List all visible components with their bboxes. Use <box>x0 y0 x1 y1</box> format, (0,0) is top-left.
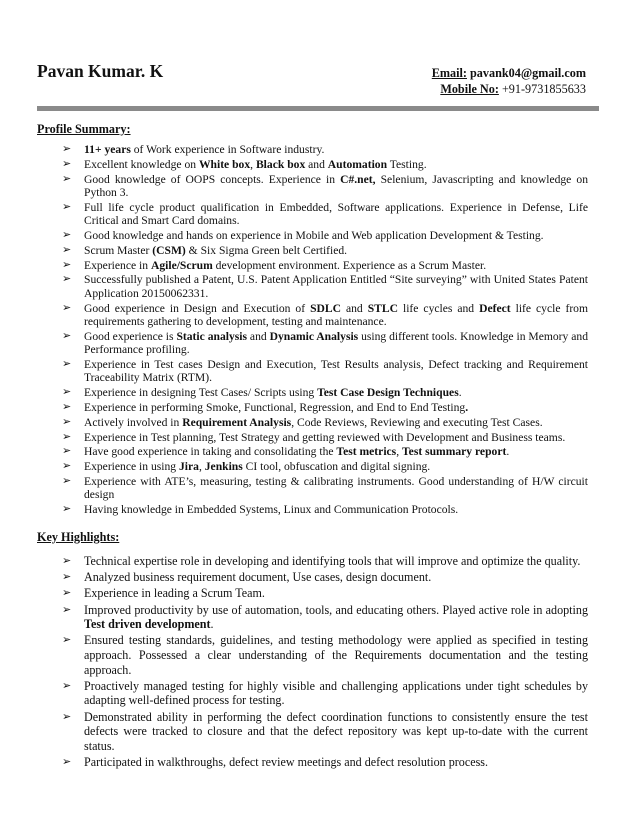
bullet-arrow-icon: ➢ <box>62 603 72 616</box>
text-run: development environment. Experience as a Scrum Master. <box>212 258 487 272</box>
text-run: . <box>506 445 510 459</box>
list-item-text <box>84 554 588 569</box>
contact-block <box>432 65 586 97</box>
text-run: Experience with ATE’s, measuring, testing & calibrating instruments. Good understanding of H/W circuit design <box>84 474 588 502</box>
list-item-text <box>84 259 588 272</box>
text-run: life cycle from requirements gathering to development, testing and maintenance. <box>84 301 588 328</box>
header-divider <box>37 106 599 111</box>
list-item-text <box>84 679 588 708</box>
text-run: Experience in using <box>84 460 179 474</box>
text-run: Experience in designing Test Cases/ Scripts using <box>84 386 318 400</box>
bold-run: (CSM) <box>152 243 186 257</box>
bullet-arrow-icon: ➢ <box>62 555 72 567</box>
bullet-arrow-icon: ➢ <box>62 258 72 271</box>
text-run: life cycles and <box>398 301 480 315</box>
email-value[interactable]: pavank04@gmail.com <box>470 66 586 80</box>
text-run: Participated in walkthroughs, defect review meetings and defect resolution process. <box>84 754 489 769</box>
list-item-text <box>84 416 588 429</box>
bullet-arrow-icon: ➢ <box>62 172 72 185</box>
bold-run: Static analysis <box>176 329 248 343</box>
text-run: , Code Reviews, Reviewing and executing Test Cases. <box>291 415 543 429</box>
list-item <box>0 554 638 569</box>
profile-summary-title: Profile Summary: <box>37 122 131 136</box>
list-item <box>0 386 638 399</box>
text-run: , <box>250 157 256 171</box>
bullet-arrow-icon: ➢ <box>62 710 72 723</box>
list-item-text <box>84 570 588 585</box>
text-run: Demonstrated ability in performing the defect coordination functions to consistently ensure the test defects were tracked to closure and that the defect repository was kept up-to-date with the current status. <box>84 709 588 753</box>
list-item-text <box>84 586 588 601</box>
list-item <box>0 330 638 357</box>
key-highlights-title: Key Highlights: <box>37 530 120 544</box>
list-item-text <box>84 143 588 156</box>
text-run: and <box>247 329 270 343</box>
list-item-text <box>84 633 588 677</box>
list-item-text <box>84 755 588 770</box>
bold-run: C#.net, <box>340 172 376 186</box>
list-item <box>0 570 638 585</box>
mobile-line <box>432 81 586 97</box>
list-item-text <box>84 173 588 200</box>
list-item <box>0 755 638 770</box>
text-run: Ensured testing standards, guidelines, and testing methodology were applied as specified in testing approach. Possessed a clear understanding of the Requirements documentation and the testing approach. <box>84 633 588 677</box>
list-item <box>0 244 638 257</box>
bold-run: Test driven development <box>84 617 211 632</box>
list-item-text <box>84 244 588 257</box>
list-item <box>0 460 638 473</box>
list-item <box>0 633 638 677</box>
text-run: Good knowledge and hands on experience in Mobile and Web application Development & Testing. <box>84 229 544 242</box>
list-item <box>0 603 638 632</box>
text-run: Analyzed business requirement document, Use cases, design document. <box>84 570 432 585</box>
text-run: Testing. <box>387 157 427 171</box>
list-item-text <box>84 229 588 242</box>
list-item <box>0 302 638 329</box>
bold-run: 11+ years <box>84 143 131 156</box>
bullet-arrow-icon: ➢ <box>62 200 72 213</box>
list-item-text <box>84 201 588 228</box>
text-run: . <box>210 617 214 632</box>
bullet-arrow-icon: ➢ <box>62 229 72 241</box>
text-run: and <box>305 157 328 171</box>
list-item <box>0 401 638 414</box>
bullet-arrow-icon: ➢ <box>62 386 72 399</box>
list-item <box>0 679 638 708</box>
text-run: Improved productivity by use of automation, tools, and educating others. Played active role in adopting <box>84 602 588 617</box>
bold-run: Black box <box>255 157 306 171</box>
bold-run: Test metrics <box>336 445 397 459</box>
mobile-value: +91-9731855633 <box>501 82 586 96</box>
text-run: Scrum Master <box>84 243 153 257</box>
list-item-text <box>84 273 588 300</box>
bullet-arrow-icon: ➢ <box>62 358 72 370</box>
list-item <box>0 143 638 156</box>
text-run: Good experience in Design and Execution of <box>84 301 311 315</box>
list-item-text <box>84 401 588 414</box>
list-item-text <box>84 710 588 754</box>
list-item-text <box>84 475 588 502</box>
list-item-text <box>84 302 588 329</box>
bold-run: Defect <box>479 301 511 315</box>
text-run: Full life cycle product qualification in Embedded, Software applications. Experience in Defense, Life Critical and Smart Card domains. <box>84 200 588 228</box>
list-item <box>0 586 638 601</box>
bold-run: SDLC <box>310 301 342 315</box>
bullet-arrow-icon: ➢ <box>62 460 72 473</box>
list-item <box>0 259 638 272</box>
bullet-arrow-icon: ➢ <box>62 329 72 342</box>
bullet-arrow-icon: ➢ <box>62 474 72 487</box>
list-item <box>0 173 638 200</box>
text-run: Actively involved in <box>84 415 183 429</box>
text-run: Selenium, Javascripting and knowledge on Python 3. <box>84 172 588 199</box>
text-run: Excellent knowledge on <box>84 157 199 171</box>
list-item-text <box>84 445 588 458</box>
bold-run: Jenkins <box>204 460 243 474</box>
list-item <box>0 475 638 502</box>
text-run: Having knowledge in Embedded Systems, Linux and Communication Protocols. <box>84 503 459 517</box>
candidate-name: Pavan Kumar. K <box>37 61 164 81</box>
bold-run: Test Case Design Techniques <box>317 386 459 400</box>
text-run: Successfully published a Patent, U.S. Patent Application Entitled “Site surveying” with United States Patent Application 20150062331. <box>84 273 588 300</box>
text-run: Experience in Test planning, Test Strategy and getting reviewed with Development and Business teams. <box>84 430 566 444</box>
text-run: of Work experience in Software industry. <box>130 143 325 156</box>
bold-run: Jira <box>178 460 199 474</box>
text-run: , <box>198 460 205 474</box>
list-item-text <box>84 603 588 632</box>
email-line <box>432 65 586 81</box>
text-run: Good experience is <box>84 329 177 343</box>
bullet-arrow-icon: ➢ <box>62 157 72 170</box>
list-item <box>0 201 638 228</box>
bullet-arrow-icon: ➢ <box>62 243 72 256</box>
bullet-arrow-icon: ➢ <box>62 755 72 768</box>
text-run: using different tools. Knowledge in Memory and Performance profiling. <box>84 329 588 357</box>
bullet-arrow-icon: ➢ <box>62 445 72 458</box>
text-run: Experience in <box>84 258 151 272</box>
bullet-arrow-icon: ➢ <box>62 430 72 443</box>
list-item <box>0 445 638 458</box>
list-item-text <box>84 330 588 357</box>
list-item-text <box>84 386 588 399</box>
bullet-arrow-icon: ➢ <box>62 634 72 647</box>
text-run: . <box>458 386 462 400</box>
text-run: Experience in leading a Scrum Team. <box>84 586 265 601</box>
text-run: , <box>396 445 402 459</box>
list-item <box>0 431 638 444</box>
text-run: and <box>341 301 368 315</box>
list-item <box>0 229 638 242</box>
bold-run: Agile/Scrum <box>150 258 213 272</box>
bullet-arrow-icon: ➢ <box>62 679 72 692</box>
list-item-text <box>84 460 588 473</box>
list-item-text <box>84 431 588 444</box>
list-item-text <box>84 358 588 385</box>
bullet-arrow-icon: ➢ <box>62 301 72 314</box>
bullet-arrow-icon: ➢ <box>62 401 72 413</box>
bullet-arrow-icon: ➢ <box>62 273 72 286</box>
text-run: Experience in performing Smoke, Functional, Regression, and End to End Testing <box>84 401 466 414</box>
text-run: Experience in Test cases Design and Execution, Test Results analysis, Defect tracking and Requirement Traceability Matrix (RTM). <box>84 358 588 385</box>
list-item <box>0 273 638 300</box>
email-label: Email: <box>431 66 467 80</box>
bullet-arrow-icon: ➢ <box>62 587 72 600</box>
bold-run: White box <box>198 157 251 171</box>
list-item-text <box>84 503 588 516</box>
text-run: Proactively managed testing for highly visible and challenging applications under tight schedules by adapting well-defined process for testing. <box>84 678 588 708</box>
text-run: CI tool, obfuscation and digital signing. <box>242 460 431 474</box>
list-item-text <box>84 158 588 171</box>
list-item <box>0 358 638 385</box>
bold-run: Automation <box>327 157 388 171</box>
bold-run: Requirement Analysis <box>182 415 292 429</box>
bold-run: Test summary report <box>402 445 507 459</box>
list-item <box>0 710 638 754</box>
text-run: Good knowledge of OOPS concepts. Experience in <box>84 172 341 186</box>
bold-run: STLC <box>367 301 399 315</box>
list-item <box>0 416 638 429</box>
profile-summary-list <box>0 143 638 518</box>
mobile-label: Mobile No: <box>440 82 499 96</box>
bullet-arrow-icon: ➢ <box>62 415 72 428</box>
key-highlights-list <box>0 554 638 771</box>
text-run: Have good experience in taking and consolidating the <box>84 445 337 459</box>
text-run: & Six Sigma Green belt Certified. <box>185 243 348 257</box>
bullet-arrow-icon: ➢ <box>62 143 72 155</box>
text-run: Technical expertise role in developing and identifying tools that will improve and optimize the quality. <box>84 554 581 568</box>
bold-run: . <box>465 401 469 414</box>
list-item <box>0 158 638 171</box>
bullet-arrow-icon: ➢ <box>62 571 72 584</box>
list-item <box>0 503 638 516</box>
bullet-arrow-icon: ➢ <box>62 503 72 516</box>
bold-run: Dynamic Analysis <box>269 329 359 343</box>
